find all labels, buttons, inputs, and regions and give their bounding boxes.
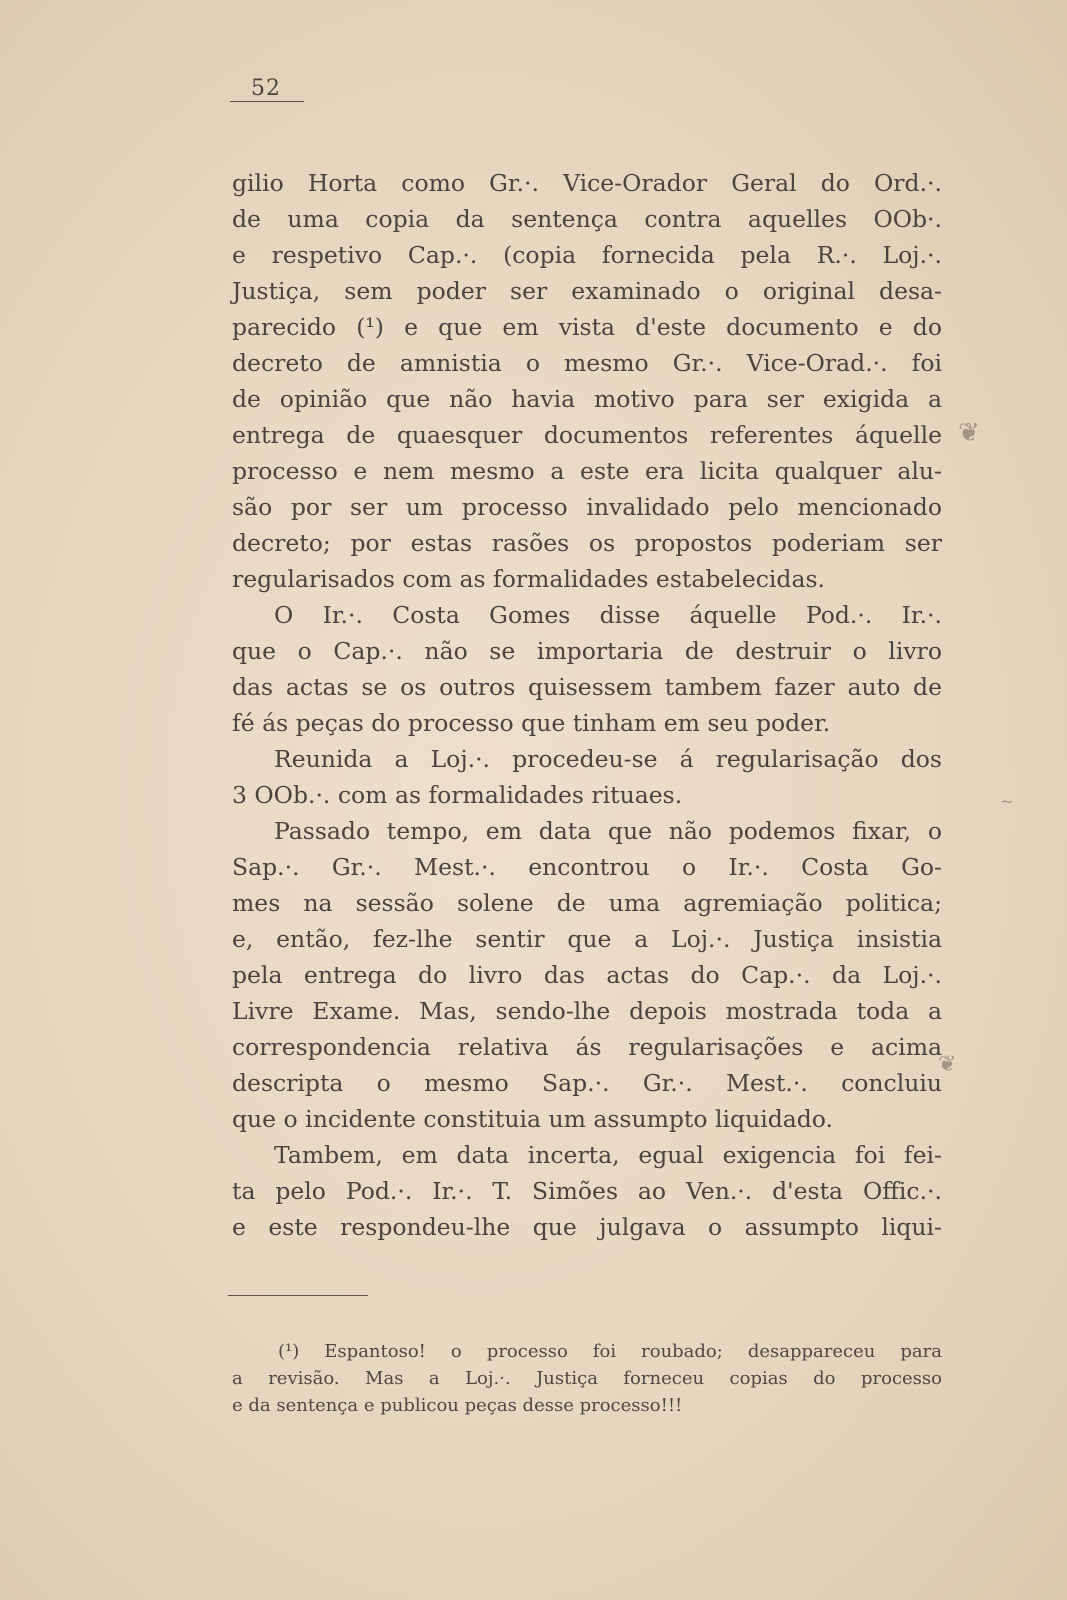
text-line: são por ser um processo invalidado pelo mencionado xyxy=(232,493,942,521)
text-line: e, então, fez-lhe sentir que a Loj.·. Justiça insistia xyxy=(232,925,942,953)
text-line: Reunida a Loj.·. procedeu-se á regularisação dos xyxy=(274,745,942,773)
text-line: Livre Exame. Mas, sendo-lhe depois mostrada toda a xyxy=(232,997,942,1025)
text-line: O Ir.·. Costa Gomes disse áquelle Pod.·. Ir.·. xyxy=(274,601,942,629)
text-line: decreto; por estas rasões os propostos poderiam ser xyxy=(232,529,942,557)
text-line: correspondencia relativa ás regularisações e acima xyxy=(232,1033,942,1061)
text-line: pela entrega do livro das actas do Cap.·. da Loj.·. xyxy=(232,961,942,989)
footnote-rule xyxy=(228,1295,368,1296)
footnote-line: e da sentença e publicou peças desse processo!!! xyxy=(232,1395,683,1416)
text-line: fé ás peças do processo que tinham em seu poder. xyxy=(232,709,831,737)
text-line: ta pelo Pod.·. Ir.·. T. Simões ao Ven.·. d'esta Offic.·. xyxy=(232,1177,942,1205)
margin-stain: ~ xyxy=(1000,792,1014,811)
text-line: gilio Horta como Gr.·. Vice-Orador Geral do Ord.·. xyxy=(232,169,942,197)
text-line: e respetivo Cap.·. (copia fornecida pela R.·. Loj.·. xyxy=(232,241,942,269)
text-line: e este respondeu-lhe que julgava o assumpto liqui- xyxy=(232,1213,942,1241)
text-line: processo e nem mesmo a este era licita qualquer alu- xyxy=(232,457,942,485)
body-text xyxy=(232,165,942,1245)
footnote-line: (¹) Espantoso! o processo foi roubado; desappareceu para xyxy=(278,1341,942,1362)
text-line: mes na sessão solene de uma agremiação politica; xyxy=(232,889,942,917)
text-line: 3 OOb.·. com as formalidades rituaes. xyxy=(232,781,683,809)
text-line: entrega de quaesquer documentos referentes áquelle xyxy=(232,421,942,449)
footnote xyxy=(232,1338,942,1419)
text-line: decreto de amnistia o mesmo Gr.·. Vice-Orad.·. foi xyxy=(232,349,942,377)
margin-stain: ❦ xyxy=(958,418,980,448)
text-line: de opinião que não havia motivo para ser exigida a xyxy=(232,385,942,413)
text-line: Tambem, em data incerta, egual exigencia foi fei- xyxy=(274,1141,942,1169)
text-line: parecido (¹) e que em vista d'este documento e do xyxy=(232,313,942,341)
text-line: descripta o mesmo Sap.·. Gr.·. Mest.·. concluiu xyxy=(232,1069,942,1097)
margin-stain: ❦ xyxy=(938,1052,957,1077)
text-line: Justiça, sem poder ser examinado o original desa- xyxy=(232,277,942,305)
text-line: regularisados com as formalidades estabelecidas. xyxy=(232,565,825,593)
text-line: que o incidente constituia um assumpto liquidado. xyxy=(232,1105,834,1133)
text-line: Passado tempo, em data que não podemos fixar, o xyxy=(274,817,942,845)
text-line: Sap.·. Gr.·. Mest.·. encontrou o Ir.·. Costa Go- xyxy=(232,853,942,881)
page-number: 52 xyxy=(251,76,281,101)
text-line: das actas se os outros quisessem tambem fazer auto de xyxy=(232,673,942,701)
page-number-rule xyxy=(230,101,304,102)
footnote-line: a revisão. Mas a Loj.·. Justiça forneceu copias do processo xyxy=(232,1368,942,1389)
text-line: de uma copia da sentença contra aquelles OOb·. xyxy=(232,205,942,233)
text-line: que o Cap.·. não se importaria de destruir o livro xyxy=(232,637,942,665)
